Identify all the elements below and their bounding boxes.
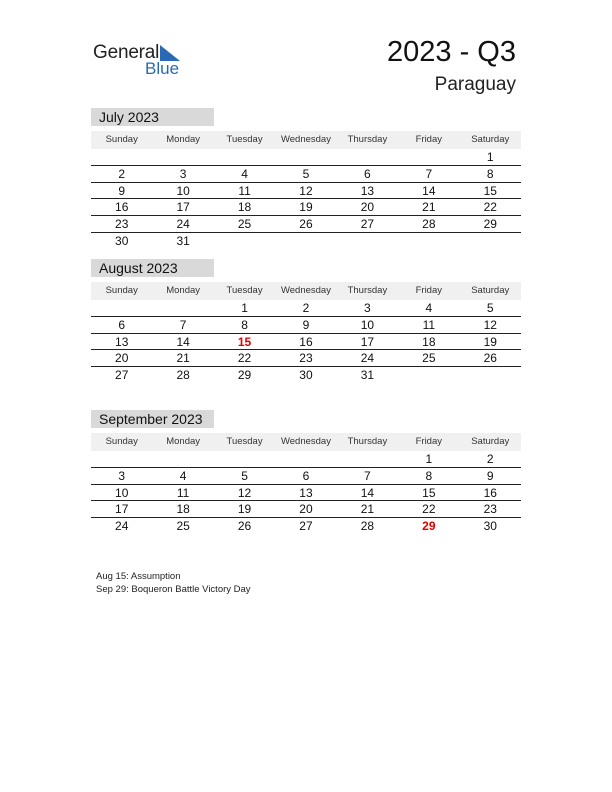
- day-cell: 7: [425, 166, 433, 181]
- day-cell: 16: [483, 485, 497, 500]
- holiday-note: Aug 15: Assumption: [96, 571, 181, 582]
- month-september: [91, 410, 521, 535]
- day-cell: 28: [422, 217, 436, 231]
- day-cell: 12: [237, 485, 252, 500]
- day-cell: 13: [115, 334, 129, 349]
- weekday-label: Monday: [166, 285, 201, 296]
- day-cell: [214, 149, 275, 165]
- day-cell: 7: [364, 468, 371, 483]
- day-cell: [337, 233, 398, 250]
- month-august: [91, 259, 521, 384]
- day-cell: 30: [115, 233, 129, 248]
- day-cell: 27: [299, 519, 313, 533]
- day-cell: 6: [118, 317, 126, 332]
- weekday-label: Friday: [415, 134, 443, 145]
- day-cell: 9: [302, 317, 310, 332]
- day-cell: 9: [118, 183, 126, 198]
- month-july: [91, 108, 521, 250]
- week-row: [91, 317, 521, 334]
- weeks: [91, 149, 521, 250]
- week-row: [91, 485, 521, 502]
- day-cell: 25: [237, 217, 252, 231]
- day-cell: [275, 451, 336, 467]
- day-cell: 27: [360, 217, 375, 231]
- day-cell: 14: [176, 334, 190, 349]
- week-row: [91, 468, 521, 485]
- day-cell: 20: [299, 502, 313, 517]
- logo-blue-text: Blue: [145, 59, 180, 78]
- day-cell: 23: [483, 502, 497, 517]
- week-row: [91, 367, 521, 384]
- day-cell: 1: [486, 150, 494, 164]
- day-cell: 31: [360, 368, 375, 382]
- day-cell: [460, 367, 521, 384]
- day-cell: 5: [241, 468, 248, 483]
- day-cell: 24: [360, 351, 375, 366]
- day-cell: 3: [364, 301, 371, 315]
- day-cell: [337, 451, 398, 467]
- day-cell: 28: [360, 519, 375, 533]
- day-cell: 6: [364, 166, 371, 181]
- weekday-label: Sunday: [105, 436, 138, 447]
- day-cell: 21: [422, 200, 436, 215]
- weekday-label: Monday: [166, 134, 201, 145]
- day-cell: 1: [241, 301, 248, 315]
- weekday-header: [91, 131, 521, 149]
- weekday-label: Thursday: [347, 436, 388, 447]
- weekday-label: Saturday: [471, 436, 510, 447]
- logo: [93, 42, 193, 78]
- day-cell: [398, 149, 459, 165]
- month-label: September 2023: [91, 410, 214, 428]
- day-cell: 4: [241, 166, 248, 181]
- day-cell: 10: [360, 317, 375, 332]
- day-cell: [152, 149, 213, 165]
- day-cell: [152, 451, 213, 467]
- day-cell: 3: [179, 166, 187, 181]
- day-cell: 30: [299, 368, 313, 382]
- day-cell: 7: [179, 317, 187, 332]
- day-cell: 12: [483, 317, 497, 332]
- logo-general-text: General: [93, 42, 160, 63]
- day-cell: 4: [425, 301, 433, 315]
- day-cell: 21: [176, 351, 190, 366]
- day-cell: [91, 300, 152, 316]
- week-row: [91, 233, 521, 250]
- day-cell: 18: [422, 334, 436, 349]
- day-cell: 16: [299, 334, 313, 349]
- day-cell: 13: [360, 183, 375, 198]
- day-cell: 22: [422, 502, 436, 517]
- day-cell: 19: [299, 200, 313, 215]
- day-cell: [91, 451, 152, 467]
- weeks: [91, 300, 521, 384]
- day-cell: 5: [486, 301, 494, 315]
- day-cell: 22: [483, 200, 497, 215]
- day-cell: 19: [483, 334, 497, 349]
- day-cell: 14: [422, 183, 436, 198]
- day-cell: 13: [299, 485, 313, 500]
- weekday-label: Wednesday: [280, 285, 331, 296]
- day-cell: 12: [299, 183, 313, 198]
- day-cell: 16: [115, 200, 129, 215]
- day-cell: 23: [299, 351, 313, 366]
- week-row: [91, 334, 521, 351]
- day-cell: 24: [176, 217, 190, 231]
- holiday-notes: [96, 570, 251, 596]
- week-row: [91, 149, 521, 166]
- week-row: [91, 183, 521, 200]
- day-cell: 8: [486, 166, 494, 181]
- week-row: [91, 451, 521, 468]
- day-cell: [460, 233, 521, 250]
- day-cell: 8: [425, 468, 433, 483]
- day-cell: 17: [360, 334, 375, 349]
- day-cell: 23: [115, 217, 129, 231]
- week-row: [91, 350, 521, 367]
- weeks: [91, 451, 521, 535]
- week-row: [91, 216, 521, 233]
- week-row: [91, 501, 521, 518]
- holiday-day-cell: 15: [237, 334, 252, 349]
- day-cell: 24: [115, 519, 129, 533]
- day-cell: 8: [241, 317, 248, 332]
- weekday-label: Tuesday: [226, 436, 263, 447]
- weekday-header: [91, 282, 521, 300]
- day-cell: 29: [237, 368, 252, 382]
- month-label: August 2023: [91, 259, 214, 277]
- day-cell: 29: [483, 217, 497, 231]
- day-cell: 28: [176, 368, 190, 382]
- day-cell: 14: [360, 485, 375, 500]
- day-cell: [398, 233, 459, 250]
- weekday-label: Tuesday: [226, 134, 263, 145]
- weekday-label: Wednesday: [280, 134, 331, 145]
- weekday-label: Friday: [415, 285, 443, 296]
- day-cell: 20: [115, 351, 129, 366]
- day-cell: 17: [176, 200, 190, 215]
- day-cell: 11: [238, 183, 251, 198]
- week-row: [91, 518, 521, 535]
- day-cell: [275, 149, 336, 165]
- day-cell: 21: [360, 502, 375, 517]
- week-row: [91, 199, 521, 216]
- day-cell: 18: [176, 502, 190, 517]
- page-title: 2023 - Q3: [387, 36, 516, 68]
- weekday-label: Thursday: [347, 134, 388, 145]
- day-cell: [398, 367, 459, 384]
- day-cell: 2: [118, 166, 126, 181]
- day-cell: 19: [237, 502, 252, 517]
- day-cell: 26: [299, 217, 313, 231]
- day-cell: [91, 149, 152, 165]
- day-cell: 5: [302, 166, 310, 181]
- day-cell: 15: [483, 183, 497, 198]
- country-name: Paraguay: [434, 74, 516, 95]
- day-cell: 10: [176, 183, 190, 198]
- month-label: July 2023: [91, 108, 214, 126]
- day-cell: 6: [302, 468, 310, 483]
- day-cell: 11: [176, 485, 190, 500]
- day-cell: 18: [237, 200, 252, 215]
- day-cell: 25: [176, 519, 190, 533]
- day-cell: 31: [176, 233, 190, 248]
- day-cell: [214, 233, 275, 250]
- day-cell: 2: [486, 452, 494, 466]
- day-cell: 22: [237, 351, 252, 366]
- day-cell: 4: [179, 468, 187, 483]
- weekday-label: Friday: [415, 436, 443, 447]
- weekday-label: Monday: [166, 436, 201, 447]
- day-cell: 1: [425, 452, 433, 466]
- weekday-label: Sunday: [105, 285, 138, 296]
- week-row: [91, 300, 521, 317]
- day-cell: 15: [422, 485, 436, 500]
- day-cell: [337, 149, 398, 165]
- day-cell: 9: [486, 468, 494, 483]
- weekday-label: Wednesday: [280, 436, 331, 447]
- day-cell: 25: [422, 351, 436, 366]
- day-cell: 3: [118, 468, 126, 483]
- day-cell: 26: [483, 351, 497, 366]
- day-cell: 10: [115, 485, 129, 500]
- weekday-label: Saturday: [471, 134, 510, 145]
- day-cell: 26: [237, 519, 252, 533]
- day-cell: 17: [115, 502, 129, 517]
- day-cell: 2: [302, 301, 310, 315]
- weekday-label: Saturday: [471, 285, 510, 296]
- week-row: [91, 166, 521, 183]
- day-cell: [275, 233, 336, 250]
- day-cell: 11: [422, 317, 436, 332]
- weekday-label: Sunday: [105, 134, 138, 145]
- holiday-day-cell: 29: [422, 519, 436, 533]
- day-cell: [214, 451, 275, 467]
- day-cell: [152, 300, 213, 316]
- day-cell: 20: [360, 200, 375, 215]
- day-cell: 27: [115, 368, 129, 382]
- day-cell: 30: [483, 519, 497, 533]
- weekday-header: [91, 433, 521, 451]
- weekday-label: Tuesday: [226, 285, 263, 296]
- holiday-note: Sep 29: Boqueron Battle Victory Day: [96, 584, 251, 595]
- weekday-label: Thursday: [347, 285, 388, 296]
